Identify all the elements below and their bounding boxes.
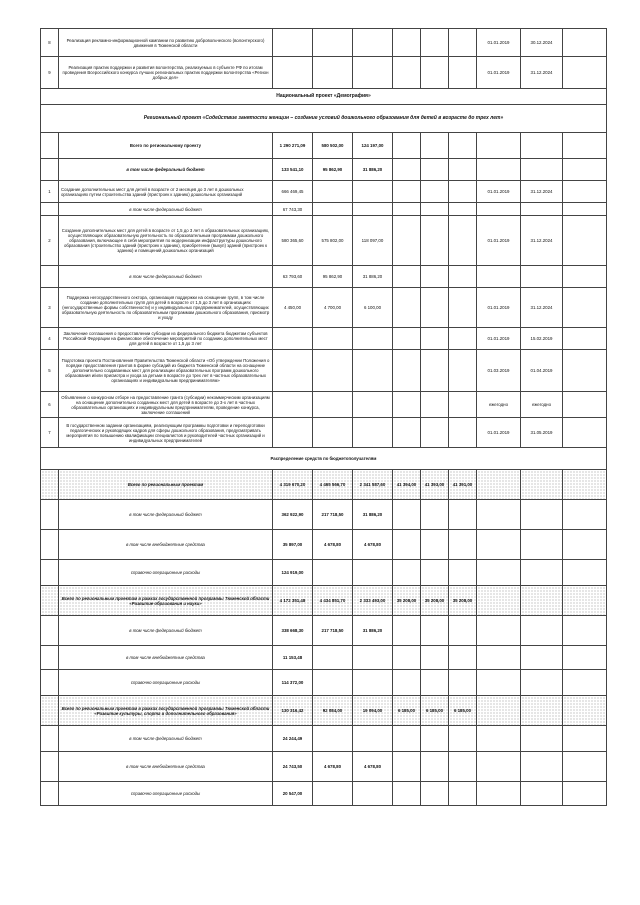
table-row xyxy=(41,133,607,159)
value-cell: 95 862,90 xyxy=(313,266,353,288)
total-label: в том числе федеральный бюджет xyxy=(59,159,273,181)
end-date: 31.05.2019 xyxy=(521,418,563,448)
value-cell: 4 450,00 xyxy=(273,288,313,328)
table-row xyxy=(41,782,607,806)
table-row xyxy=(41,328,607,350)
table-row xyxy=(41,216,607,266)
row-name: в том числе внебюджетные средства xyxy=(59,530,273,560)
row-number: 7 xyxy=(41,418,59,448)
value-cell: 2 341 587,60 xyxy=(353,470,393,500)
value-cell: 114 372,00 xyxy=(273,670,313,696)
table-row xyxy=(41,470,607,500)
distribution-title: Распределение средств по бюджетополучателям xyxy=(41,448,607,470)
value-cell: 133 541,10 xyxy=(273,159,313,181)
table-row xyxy=(41,29,607,57)
value-cell: 666 469,45 xyxy=(273,181,313,203)
row-name: Объявление о конкурсном отборе на предоставление гранта (субсидии) некоммерческим организациям на оснащение дополнительно созданных мест для детей в возрасте до 3-х лет в частных образовательных организациях и индивидуальным предпринимателям, проведение конкурса, заключение соглашений xyxy=(59,392,273,418)
row-name: Подготовка проекта Постановления Правительства Тюменской области «Об утверждении Положения о порядке предоставления грантов в форме субсидий из бюджета Тюменской области на оснащение дополнительно создаваемых мест для реализации образовательных программ дошкольного образования и/или присмотра и ухода за детьми в возрасте до трех лет в частных образовательных организациях и индивидуальным предпринимателям» xyxy=(59,350,273,392)
table-row xyxy=(41,203,607,216)
end-date: 01.04.2019 xyxy=(521,350,563,392)
row-name: Создание дополнительных мест для детей в возрасте от 2 месяцев до 3 лет в дошкольных организациях путем строительства зданий (пристроек к зданию) дошкольных организаций xyxy=(59,181,273,203)
start-date: 01.01.2019 xyxy=(477,328,521,350)
end-date: 31.12.2024 xyxy=(521,216,563,266)
value-cell: 575 802,00 xyxy=(313,216,353,266)
value-cell: 67 743,30 xyxy=(273,203,313,216)
value-cell: 217 718,50 xyxy=(313,500,353,530)
value-cell: 6 185,00 xyxy=(449,696,477,726)
row-name: Заключение соглашения о предоставлении субсидии из федерального бюджета бюджетам субъектов Российской Федерации на финансовое обеспечение мероприятий по созданию дополнительных мест для детей в возрасте от 1,5 до 3 лет xyxy=(59,328,273,350)
start-date: 01.01.2019 xyxy=(477,181,521,203)
value-cell: 95 862,90 xyxy=(313,159,353,181)
value-cell: 580 502,00 xyxy=(313,133,353,159)
table-row xyxy=(41,670,607,696)
row-name: в том числе федеральный бюджет xyxy=(59,203,273,216)
value-cell xyxy=(353,181,393,203)
table-row xyxy=(41,350,607,392)
start-date: ежегодно xyxy=(477,392,521,418)
value-cell: 6 185,00 xyxy=(393,696,421,726)
table-row xyxy=(41,266,607,288)
end-date: ежегодно xyxy=(521,392,563,418)
value-cell: 217 718,50 xyxy=(313,616,353,646)
budget-table xyxy=(40,28,607,806)
table-row xyxy=(41,500,607,530)
value-cell: 19 094,00 xyxy=(353,696,393,726)
row-name: Реализация практик поддержки и развития волонтерства, реализуемых в субъекте РФ по итогам проведения Всероссийского конкурса лучших региональных практик поддержки волонтерства «Регион добрых дел» xyxy=(59,57,273,89)
table-row xyxy=(41,616,607,646)
value-cell: 63 793,60 xyxy=(273,266,313,288)
value-cell: 31 886,20 xyxy=(353,616,393,646)
table-row xyxy=(41,726,607,752)
value-cell: 1 290 271,09 xyxy=(273,133,313,159)
value-cell: 4 700,00 xyxy=(313,288,353,328)
total-label: Всего по региональному проекту xyxy=(59,133,273,159)
table-row xyxy=(41,392,607,418)
value-cell: 41 394,00 xyxy=(393,470,421,500)
value-cell: 362 922,90 xyxy=(273,500,313,530)
start-date: 01.01.2019 xyxy=(477,418,521,448)
table-row xyxy=(41,646,607,670)
start-date: 01.01.2019 xyxy=(477,57,521,89)
row-number: 8 xyxy=(41,29,59,57)
end-date: 15.02.2019 xyxy=(521,328,563,350)
value-cell: 4 434 851,70 xyxy=(313,586,353,616)
table-row xyxy=(41,586,607,616)
row-number: 2 xyxy=(41,216,59,266)
value-cell: 4 678,80 xyxy=(313,530,353,560)
value-cell: 92 084,00 xyxy=(313,696,353,726)
row-name: Поддержка негосударственного сектора, организация поддержки на оснащение групп, в том числе создание дополнительных групп для детей в возрасте от 1,5 до 3 лет в организациях (негосударственные формы собственности) и у индивидуальных предпринимателей, осуществляющих образовательную деятельность по образовательным программам дошкольного образования, присмотр и уходу xyxy=(59,288,273,328)
start-date: 01.03.2019 xyxy=(477,350,521,392)
value-cell: 35 208,00 xyxy=(421,586,449,616)
value-cell: 35 208,00 xyxy=(393,586,421,616)
table-row xyxy=(41,418,607,448)
value-cell: 124 197,00 xyxy=(353,133,393,159)
row-name: справочно операционные расходы xyxy=(59,782,273,806)
row-number: 4 xyxy=(41,328,59,350)
value-cell: 4 319 670,20 xyxy=(273,470,313,500)
value-cell: 124 919,00 xyxy=(273,560,313,586)
table-row xyxy=(41,560,607,586)
row-name: в том числе внебюджетные средства xyxy=(59,646,273,670)
row-name: справочно операционные расходы xyxy=(59,560,273,586)
row-name: В государственном задании организациям, реализующим программы подготовки и переподготовки педагогических и руководящих кадров для сферы дошкольного образования, предусматривать мероприятия по повышению квалификации специалистов и руководителей частных организаций и индивидуальных предпринимателей xyxy=(59,418,273,448)
value-cell: 130 316,42 xyxy=(273,696,313,726)
table-row xyxy=(41,696,607,726)
value-cell: 338 668,30 xyxy=(273,616,313,646)
value-cell: 31 886,20 xyxy=(353,266,393,288)
value-cell: 6 185,00 xyxy=(421,696,449,726)
row-number: 5 xyxy=(41,350,59,392)
value-cell: 118 097,00 xyxy=(353,216,393,266)
value-cell: 4 465 566,70 xyxy=(313,470,353,500)
row-name: Всего по региональным проектам в рамках государственной программы Тюменской области «Развитие культуры, спорта и дополнительного образования» xyxy=(59,696,273,726)
table-row xyxy=(41,159,607,181)
end-date: 31.12.2024 xyxy=(521,57,563,89)
value-cell: 11 153,48 xyxy=(273,646,313,670)
value-cell: 580 365,60 xyxy=(273,216,313,266)
value-cell: 35 208,00 xyxy=(449,586,477,616)
row-number: 9 xyxy=(41,57,59,89)
start-date: 01.01.2019 xyxy=(477,288,521,328)
value-cell: 4 678,80 xyxy=(353,530,393,560)
row-name: Реализация рекламно-информационной кампании по развитию добровольческого (волонтерского) движения в Тюменской области xyxy=(59,29,273,57)
row-name: справочно операционные расходы xyxy=(59,670,273,696)
value-cell: 24 743,50 xyxy=(273,752,313,782)
value-cell: 20 547,00 xyxy=(273,782,313,806)
table-row xyxy=(41,752,607,782)
value-cell: 41 391,00 xyxy=(449,470,477,500)
value-cell: 4 678,80 xyxy=(313,752,353,782)
value-cell: 31 886,20 xyxy=(353,500,393,530)
row-number: 6 xyxy=(41,392,59,418)
table-row xyxy=(41,57,607,89)
row-name: Всего по региональным проектам в рамках государственной программы Тюменской области «Развитие образования и науки» xyxy=(59,586,273,616)
start-date: 01.01.2019 xyxy=(477,29,521,57)
row-number: 3 xyxy=(41,288,59,328)
row-name: в том числе федеральный бюджет xyxy=(59,616,273,646)
national-project-title: Национальный проект «Демография» xyxy=(41,89,607,105)
value-cell xyxy=(313,181,353,203)
value-cell: 6 100,00 xyxy=(353,288,393,328)
value-cell: 31 886,20 xyxy=(353,159,393,181)
value-cell: 24 244,49 xyxy=(273,726,313,752)
table-row xyxy=(41,181,607,203)
start-date: 01.01.2019 xyxy=(477,216,521,266)
row-name: Всего по региональным проектам xyxy=(59,470,273,500)
value-cell: 4 172 351,48 xyxy=(273,586,313,616)
end-date: 31.12.2024 xyxy=(521,288,563,328)
row-name: Создание дополнительных мест для детей в возрасте от 1,5 до 3 лет в образовательных организациях, осуществляющих образовательную деятельность по образовательным программам дошкольного образования, включающее в себя мероприятия по модернизации инфраструктуры дошкольного образования (строительство зданий (пристроек к зданию), приобретение (выкуп) зданий (пристроек к зданию) и помещений дошкольных организаций xyxy=(59,216,273,266)
table-row xyxy=(41,288,607,328)
row-name: в том числе внебюджетные средства xyxy=(59,752,273,782)
row-name: в том числе федеральный бюджет xyxy=(59,500,273,530)
end-date: 31.12.2024 xyxy=(521,181,563,203)
row-name: в том числе федеральный бюджет xyxy=(59,266,273,288)
budget-table-sheet xyxy=(40,28,606,806)
value-cell: 2 333 493,00 xyxy=(353,586,393,616)
table-row xyxy=(41,530,607,560)
end-date: 30.12.2024 xyxy=(521,29,563,57)
row-name: в том числе федеральный бюджет xyxy=(59,726,273,752)
value-cell: 35 897,00 xyxy=(273,530,313,560)
row-number: 1 xyxy=(41,181,59,203)
regional-project-title: Региональный проект «Содействие занятости женщин – создание условий дошкольного образования для детей в возрасте до трех лет» xyxy=(41,105,607,133)
value-cell: 4 678,80 xyxy=(353,752,393,782)
value-cell: 41 393,00 xyxy=(421,470,449,500)
